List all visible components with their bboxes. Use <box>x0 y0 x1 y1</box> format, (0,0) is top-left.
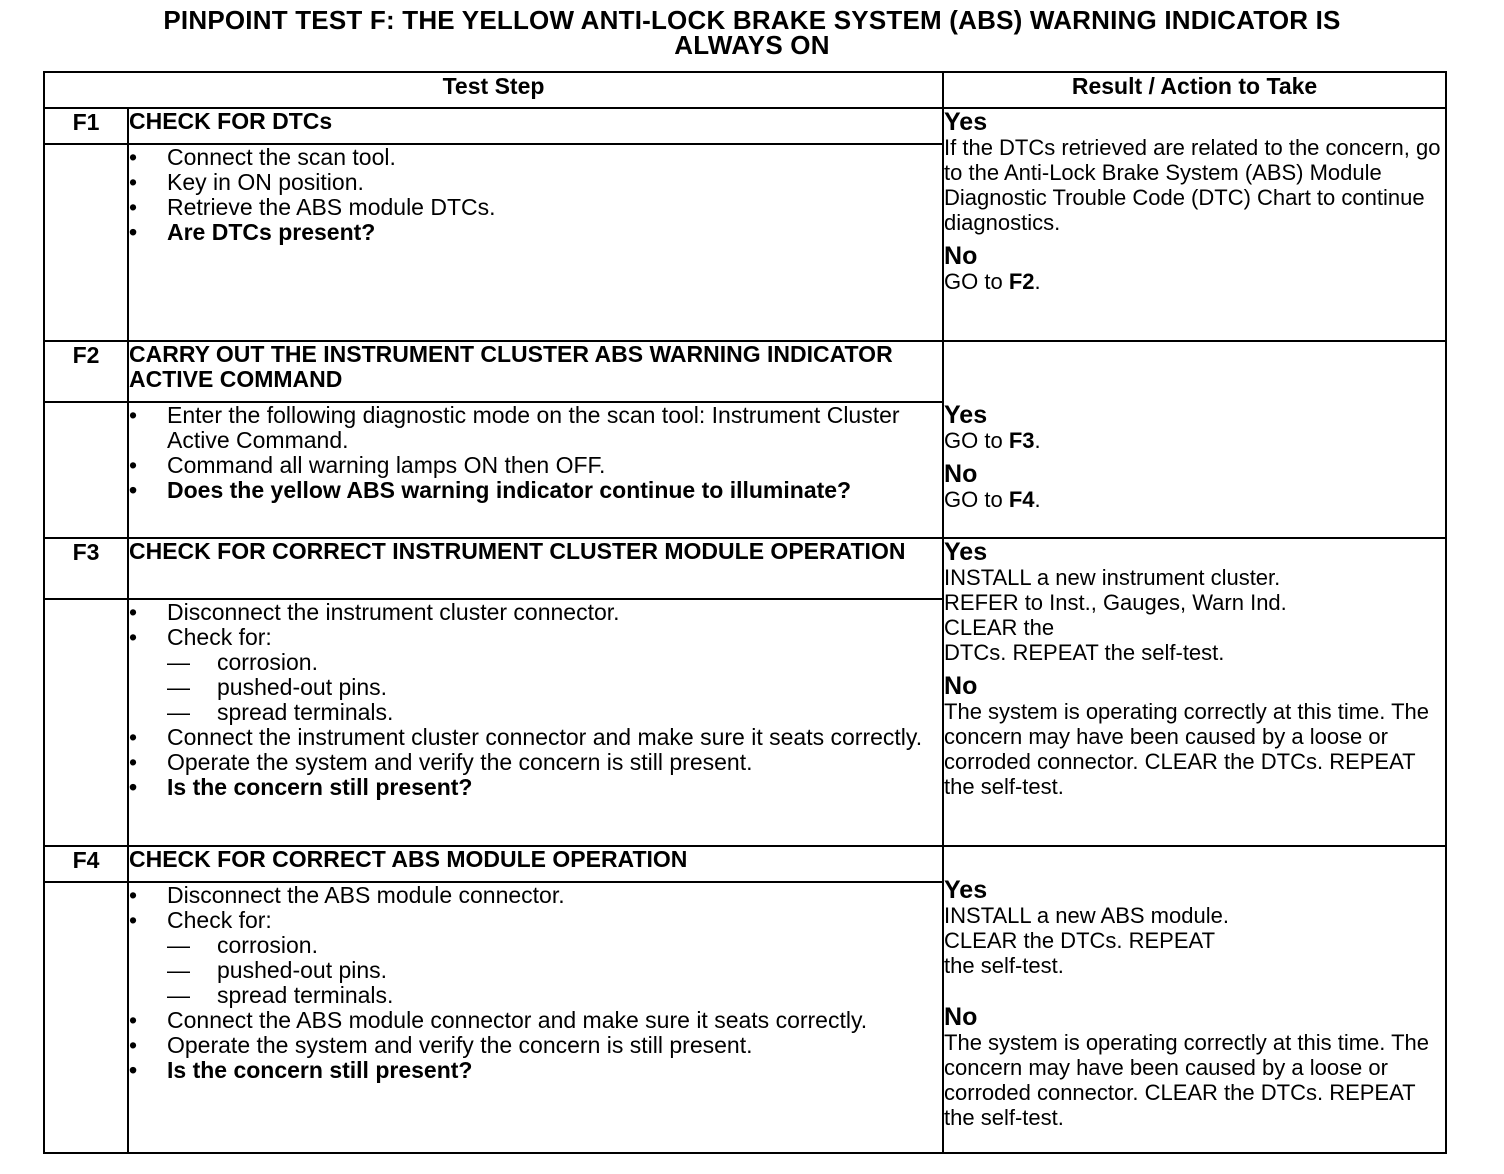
step-f1-result <box>943 108 1446 341</box>
list-item: • Connect the instrument cluster connector and make sure it seats correctly. <box>129 725 942 750</box>
yes-text: If the DTCs retrieved are related to the concern, go to the Anti-Lock Brake System (ABS) Module Diagnostic Trouble Code (DTC) Chart to continue diagnostics. <box>944 135 1441 235</box>
step-body <box>128 402 943 538</box>
step-id-spacer <box>44 599 128 846</box>
step-f4-title-row <box>44 846 1446 882</box>
step-body <box>128 599 943 846</box>
step-f3-title-row <box>44 538 1446 599</box>
step-id: F3 <box>44 538 128 599</box>
yes-label: Yes <box>944 401 988 429</box>
step-id-spacer <box>44 402 128 538</box>
yes-label: Yes <box>944 108 988 136</box>
go-to-target: F3 <box>1008 428 1035 453</box>
step-f2-title-row <box>44 341 1446 402</box>
step-question: • Are DTCs present? <box>129 220 942 245</box>
title-line-2: ALWAYS ON <box>674 30 830 60</box>
no-label: No <box>944 460 978 488</box>
header-result: Result / Action to Take <box>943 72 1446 108</box>
step-title: CHECK FOR CORRECT ABS MODULE OPERATION <box>128 846 943 882</box>
yes-label: Yes <box>944 538 988 566</box>
list-item: • Disconnect the ABS module connector. <box>129 883 942 908</box>
step-question: • Does the yellow ABS warning indicator continue to illuminate? <box>129 478 942 503</box>
yes-line: the self-test. <box>944 953 1064 978</box>
go-to-target: F2 <box>1008 269 1035 294</box>
sub-item: — spread terminals. <box>167 983 942 1008</box>
list-item: • Retrieve the ABS module DTCs. <box>129 195 942 220</box>
step-question: • Is the concern still present? <box>129 1058 942 1083</box>
step-id: F2 <box>44 341 128 402</box>
yes-line: CLEAR the <box>944 615 1055 640</box>
yes-line: INSTALL a new instrument cluster. <box>944 565 1281 590</box>
yes-line: DTCs. REPEAT the self-test. <box>944 640 1225 665</box>
sub-item: — corrosion. <box>167 933 942 958</box>
sub-item: — spread terminals. <box>167 700 942 725</box>
list-item: • Check for: — corrosion. — pushed-out pins. — spread terminals. <box>129 625 942 725</box>
sub-item: — corrosion. <box>167 650 942 675</box>
step-body <box>128 144 943 341</box>
list-item: • Key in ON position. <box>129 170 942 195</box>
no-label: No <box>944 672 978 700</box>
no-label: No <box>944 242 978 270</box>
spacer <box>944 986 1445 1004</box>
header-test-step: Test Step <box>44 72 943 108</box>
page-title <box>60 5 1444 60</box>
list-item: • Connect the scan tool. <box>129 145 942 170</box>
no-text: GO to F4. <box>944 487 1041 512</box>
step-f2-result <box>943 341 1446 538</box>
step-f1-title-row <box>44 108 1446 144</box>
step-f3-result <box>943 538 1446 846</box>
list-item: • Command all warning lamps ON then OFF. <box>129 453 942 478</box>
list-item: • Disconnect the instrument cluster connector. <box>129 600 942 625</box>
no-text: GO to F2. <box>944 269 1041 294</box>
pinpoint-test-table <box>43 71 1447 1154</box>
step-title: CHECK FOR CORRECT INSTRUMENT CLUSTER MODULE OPERATION <box>128 538 943 599</box>
title-line-1: PINPOINT TEST F: THE YELLOW ANTI-LOCK BRAKE SYSTEM (ABS) WARNING INDICATOR IS <box>163 5 1341 35</box>
step-id-spacer <box>44 144 128 341</box>
yes-text: GO to F3. <box>944 428 1041 453</box>
no-text: The system is operating correctly at this time. The concern may have been caused by a loose or corroded connector. CLEAR the DTCs. REPEAT the self-test. <box>944 1030 1430 1130</box>
sub-item: — pushed-out pins. <box>167 675 942 700</box>
step-id: F4 <box>44 846 128 882</box>
step-question: • Is the concern still present? <box>129 775 942 800</box>
list-item: • Enter the following diagnostic mode on the scan tool: Instrument Cluster Active Command. <box>129 403 942 453</box>
sub-item: — pushed-out pins. <box>167 958 942 983</box>
list-item: • Connect the ABS module connector and make sure it seats correctly. <box>129 1008 942 1033</box>
yes-text <box>944 565 1445 665</box>
step-body <box>128 882 943 1153</box>
list-item: • Operate the system and verify the concern is still present. <box>129 750 942 775</box>
step-id: F1 <box>44 108 128 144</box>
yes-line: CLEAR the DTCs. REPEAT <box>944 928 1216 953</box>
yes-line: INSTALL a new ABS module. <box>944 903 1229 928</box>
list-item: • Check for: — corrosion. — pushed-out pins. — spread terminals. <box>129 908 942 1008</box>
step-f4-result <box>943 846 1446 1153</box>
yes-label: Yes <box>944 876 988 904</box>
yes-line: REFER to Inst., Gauges, Warn Ind. <box>944 590 1287 615</box>
step-id-spacer <box>44 882 128 1153</box>
step-title: CARRY OUT THE INSTRUMENT CLUSTER ABS WARNING INDICATOR ACTIVE COMMAND <box>128 341 943 402</box>
table-header-row <box>44 72 1446 108</box>
list-item: • Operate the system and verify the concern is still present. <box>129 1033 942 1058</box>
go-to-target: F4 <box>1008 487 1035 512</box>
yes-text <box>944 903 1445 978</box>
no-text: The system is operating correctly at this time. The concern may have been caused by a loose or corroded connector. CLEAR the DTCs. REPEAT the self-test. <box>944 699 1430 799</box>
step-title: CHECK FOR DTCs <box>128 108 943 144</box>
no-label: No <box>944 1003 978 1031</box>
